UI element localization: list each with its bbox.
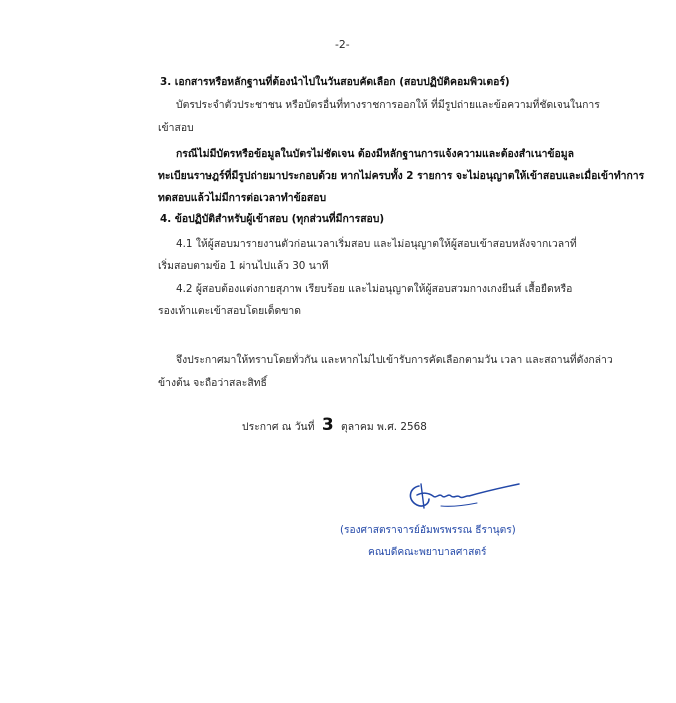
section-3-paragraph-1-line-2: เข้าสอบ (158, 122, 194, 134)
announcement-date-prefix: ประกาศ ณ วันที่ (242, 421, 315, 433)
section-4-item-1-line-1: 4.1 ให้ผู้สอบมารายงานตัวก่อนเวลาเริ่มสอบ และไม่อนุญาตให้ผู้สอบเข้าสอบหลังจากเวลาที่ (176, 238, 577, 250)
section-4-item-1-line-2: เริ่มสอบตามข้อ 1 ผ่านไปแล้ว 30 นาที (158, 260, 329, 272)
section-3-paragraph-2-line-3: ทดสอบแล้วไม่มีการต่อเวลาทำข้อสอบ (158, 192, 327, 204)
section-3-paragraph-1-line-1: บัตรประจำตัวประชาชน หรือบัตรอื่นที่ทางราชการออกให้ ที่มีรูปถ่ายและข้อความที่ชัดเจนในการ (176, 99, 600, 111)
handwritten-signature (405, 478, 525, 520)
page-number: -2- (335, 38, 350, 51)
signer-title: คณบดีคณะพยาบาลศาสตร์ (368, 547, 487, 558)
signer-name: (รองศาสตราจารย์อัมพรพรรณ ธีรานุตร) (340, 525, 516, 536)
section-4-item-2-line-2: รองเท้าแตะเข้าสอบโดยเด็ดขาด (158, 305, 301, 317)
announcement-date-suffix: ตุลาคม พ.ศ. 2568 (340, 421, 427, 433)
closing-line-2: ข้างต้น จะถือว่าสละสิทธิ์ (158, 377, 267, 389)
announcement-date-day: 3 (321, 415, 334, 435)
section-4-heading: 4. ข้อปฏิบัติสำหรับผู้เข้าสอบ (ทุกส่วนที่มีการสอบ) (160, 213, 385, 225)
section-3-heading: 3. เอกสารหรือหลักฐานที่ต้องนำไปในวันสอบคัดเลือก (สอบปฏิบัติคอมพิวเตอร์) (160, 76, 510, 88)
announcement-date (242, 415, 427, 435)
section-4-item-2-line-1: 4.2 ผู้สอบต้องแต่งกายสุภาพ เรียบร้อย และไม่อนุญาตให้ผู้สอบสวมกางเกงยีนส์ เสื้อยืดหรือ (176, 283, 573, 295)
closing-line-1: จึงประกาศมาให้ทราบโดยทั่วกัน และหากไม่ไปเข้ารับการคัดเลือกตามวัน เวลา และสถานที่ดังกล่าว (176, 354, 613, 366)
section-3-paragraph-2-line-1: กรณีไม่มีบัตรหรือข้อมูลในบัตรไม่ชัดเจน ต้องมีหลักฐานการแจ้งความและต้องสำเนาข้อมูล (176, 148, 574, 160)
signature-block (330, 478, 550, 568)
section-3-paragraph-2-line-2: ทะเบียนราษฎร์ที่มีรูปถ่ายมาประกอบด้วย หากไม่ครบทั้ง 2 รายการ จะไม่อนุญาตให้เข้าสอบและเมื่อเข้าทำการ (158, 170, 645, 182)
